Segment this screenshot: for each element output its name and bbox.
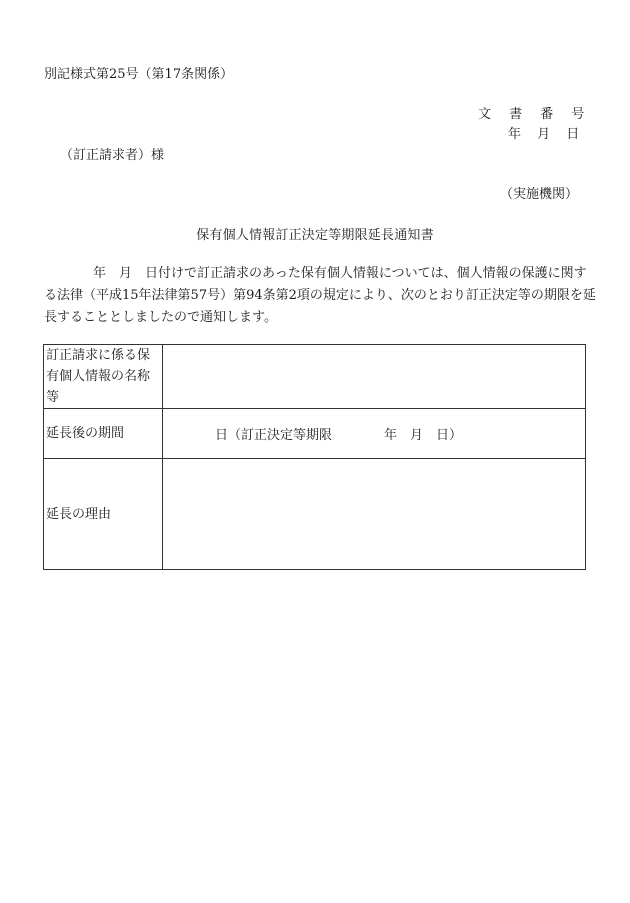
personal-info-label-line-2: 有個人情報の名称等 (46, 369, 151, 405)
table-row (44, 345, 586, 409)
correction-deadline: （訂正決定等期限 年 月 日） (228, 428, 463, 443)
document-number: 文 書 番 号 (478, 107, 592, 122)
implementing-agency: （実施機関） (500, 187, 579, 202)
requester-name: （訂正請求者）様 (60, 148, 165, 163)
notice-body (44, 263, 596, 329)
personal-info-value-cell (163, 345, 586, 409)
body-line-1: 年 月 日付けで訂正請求のあった保有個人情報については、個人情報の保護に関す (93, 266, 587, 281)
body-line-2: る法律（平成15年法律第57号）第94条第2項の規定により、次のとおり訂正決定等の期限を延 (44, 288, 596, 303)
extension-reason-value-cell (163, 459, 586, 570)
extension-reason-label: 延長の理由 (44, 459, 163, 570)
form-reference: 別記様式第25号（第17条関係） (44, 67, 234, 82)
table-row (44, 409, 586, 459)
details-table (43, 344, 586, 570)
extended-period-days: 日 (215, 428, 229, 443)
personal-info-label-line-1: 訂正請求に係る保 (46, 348, 151, 363)
document-title: 保有個人情報訂正決定等期限延長通知書 (196, 228, 434, 243)
personal-info-label-cell (44, 345, 163, 409)
extended-period-value-cell (163, 409, 586, 459)
table-row (44, 459, 586, 570)
body-line-3: 長することとしましたので通知します。 (44, 310, 277, 325)
document-date: 年 月 日 (508, 127, 586, 142)
extended-period-label: 延長後の期間 (44, 409, 163, 459)
